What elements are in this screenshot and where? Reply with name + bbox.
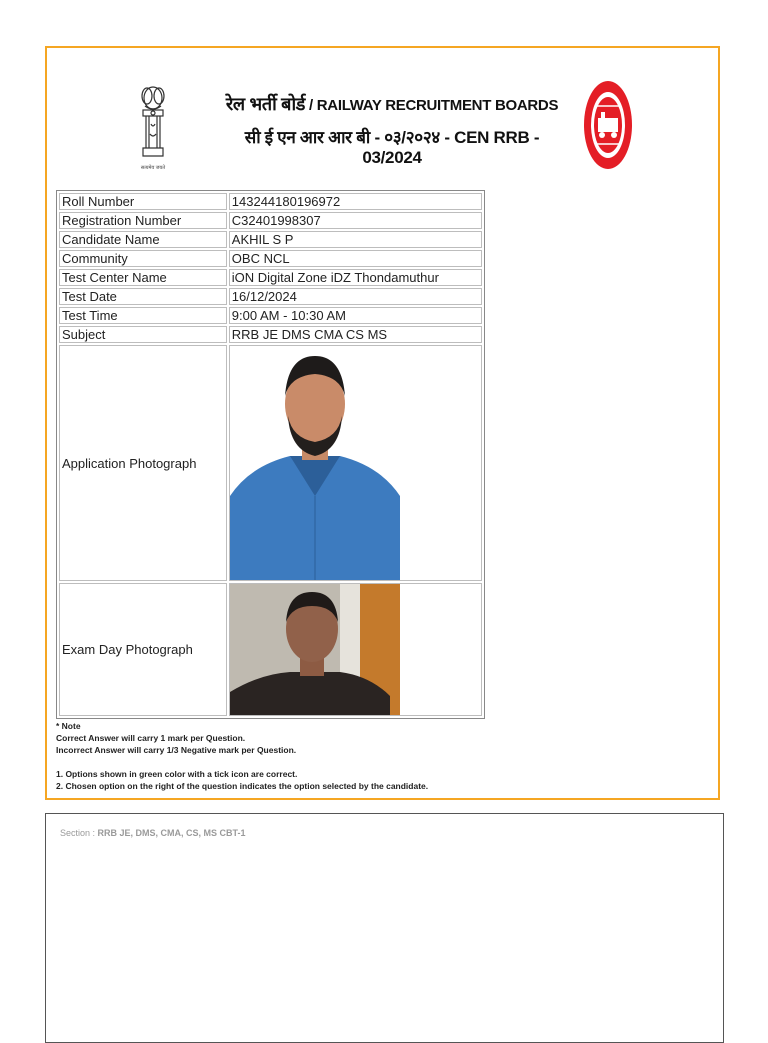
table-row (59, 269, 482, 286)
national-emblem-icon (137, 76, 169, 176)
section-panel (45, 813, 724, 1043)
table-row (59, 231, 482, 248)
header-notice-number: सी ई एन आर आर बी - ०३/२०२४ - CEN RRB - 03/2024 (244, 128, 540, 167)
note-correct-marking: Correct Answer will carry 1 mark per Question. (56, 733, 246, 743)
note-item-2: 2. Chosen option on the right of the question indicates the option selected by the candidate. (56, 781, 429, 791)
table-row (59, 345, 482, 581)
table-row (59, 583, 482, 716)
note-negative-marking: Incorrect Answer will carry 1/3 Negative mark per Question. (56, 745, 297, 755)
row-label: Test Center Name (59, 269, 227, 286)
table-row (59, 250, 482, 267)
header-title-line (217, 92, 567, 116)
table-row (59, 307, 482, 324)
row-value: 143244180196972 (229, 193, 482, 210)
note-item-1: 1. Options shown in green color with a tick icon are correct. (56, 769, 298, 779)
candidate-info-table (56, 190, 485, 719)
row-value: C32401998307 (229, 212, 482, 229)
table-row (59, 193, 482, 210)
note-title: * Note (56, 721, 81, 731)
section-name: RRB JE, DMS, CMA, CS, MS CBT-1 (97, 828, 246, 838)
row-value: AKHIL S P (229, 231, 482, 248)
row-value: RRB JE DMS CMA CS MS (229, 326, 482, 343)
section-prefix: Section : (60, 828, 98, 838)
row-label: Roll Number (59, 193, 227, 210)
exam-photo-cell (229, 583, 482, 716)
section-label (60, 828, 246, 838)
row-value: 9:00 AM - 10:30 AM (229, 307, 482, 324)
row-label: Registration Number (59, 212, 227, 229)
indian-railways-logo-icon (583, 80, 633, 170)
row-label: Test Time (59, 307, 227, 324)
row-label: Test Date (59, 288, 227, 305)
table-row (59, 212, 482, 229)
application-photo-cell (229, 345, 482, 581)
table-row (59, 326, 482, 343)
row-label: Community (59, 250, 227, 267)
row-label: Candidate Name (59, 231, 227, 248)
emblem-motto: सत्यमेव जयते (140, 165, 166, 171)
exam-day-photograph (230, 584, 400, 715)
table-row (59, 288, 482, 305)
application-photo-label: Application Photograph (59, 345, 227, 581)
header-hindi-title: रेल भर्ती बोर्ड (225, 94, 306, 114)
header-separator: / (305, 97, 317, 114)
exam-photo-label: Exam Day Photograph (59, 583, 227, 716)
row-value: iON Digital Zone iDZ Thondamuthur (229, 269, 482, 286)
scorecard-panel (45, 46, 720, 800)
application-photograph (230, 346, 400, 580)
row-value: OBC NCL (229, 250, 482, 267)
document-header (217, 92, 567, 168)
header-english-title: RAILWAY RECRUITMENT BOARDS (316, 97, 559, 114)
row-label: Subject (59, 326, 227, 343)
notes-block (56, 720, 428, 792)
row-value: 16/12/2024 (229, 288, 482, 305)
